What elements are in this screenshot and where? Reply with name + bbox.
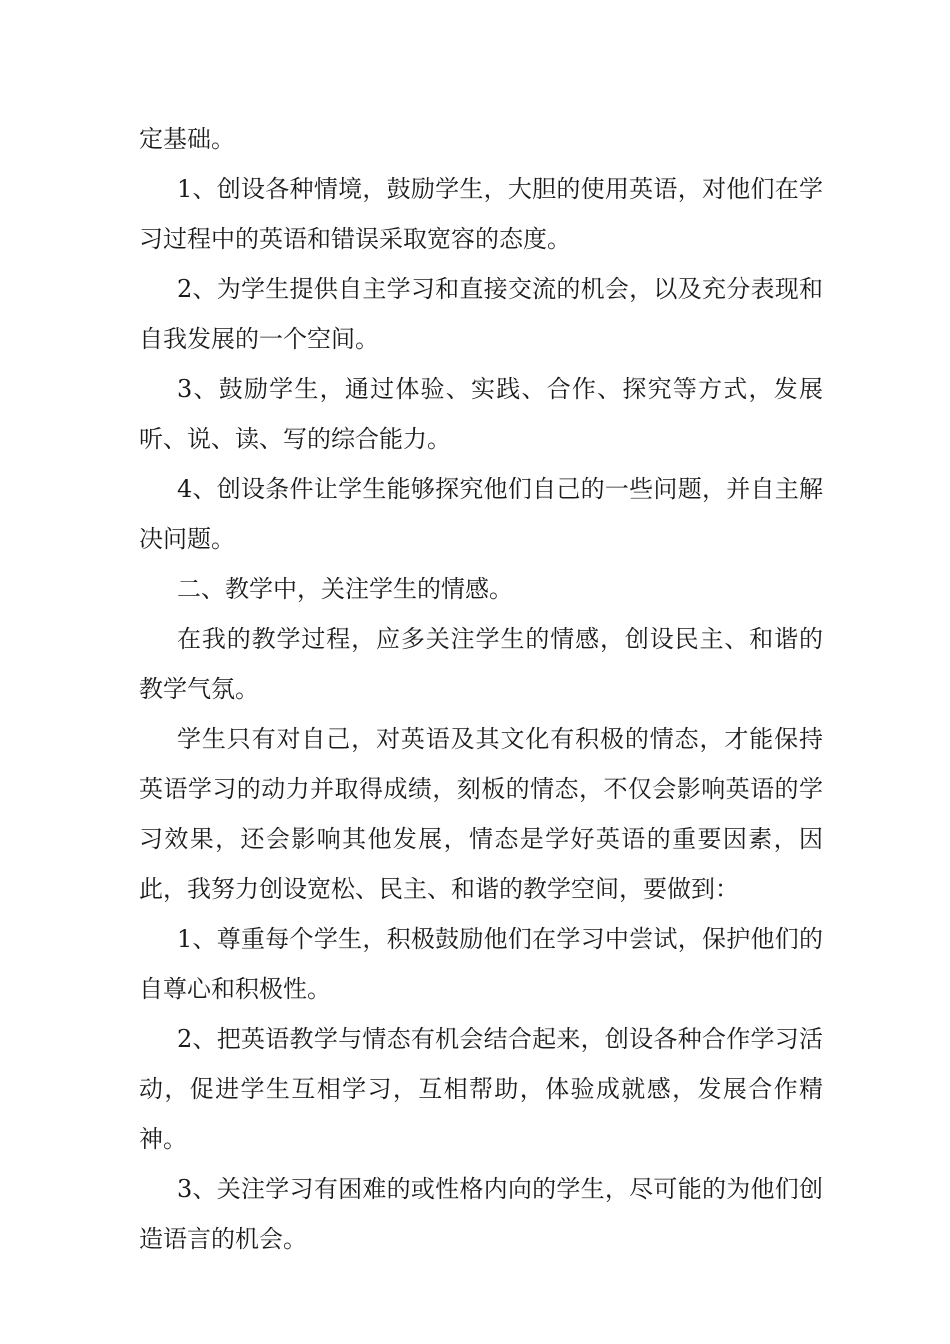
paragraph-item-3: 3、鼓励学生，通过体验、实践、合作、探究等方式，发展听、说、读、写的综合能力。 [139,375,823,453]
paragraph-body: 学生只有对自己，对英语及其文化有积极的情态，才能保持英语学习的动力并取得成绩，刻板的情态，不仅会影响英语的学习效果，还会影响其他发展，情态是学好英语的重要因素，因此，我努力创设宽松、民主、和谐的教学空间，要做到： [139,725,823,903]
document-body [139,114,823,1264]
paragraph-item-4: 4、创设条件让学生能够探究他们自己的一些问题，并自主解决问题。 [139,475,823,553]
paragraph-item-1: 1、创设各种情境，鼓励学生，大胆的使用英语，对他们在学习过程中的英语和错误采取宽容的态度。 [139,175,823,253]
section-heading: 二、教学中，关注学生的情感。 [177,575,513,603]
paragraph-item-3-second-list: 3、关注学习有困难的或性格内向的学生，尽可能的为他们创造语言的机会。 [139,1175,823,1253]
paragraph-item-2: 2、为学生提供自主学习和直接交流的机会，以及充分表现和自我发展的一个空间。 [139,275,823,353]
paragraph-item-1-second-list: 1、尊重每个学生，积极鼓励他们在学习中尝试，保护他们的自尊心和积极性。 [139,925,823,1003]
paragraph-intro: 在我的教学过程，应多关注学生的情感，创设民主、和谐的教学气氛。 [139,625,823,703]
paragraph-item-2-second-list: 2、把英语教学与情态有机会结合起来，创设各种合作学习活动，促进学生互相学习，互相帮助，体验成就感，发展合作精神。 [139,1025,823,1153]
paragraph-continuation: 定基础。 [139,125,235,153]
